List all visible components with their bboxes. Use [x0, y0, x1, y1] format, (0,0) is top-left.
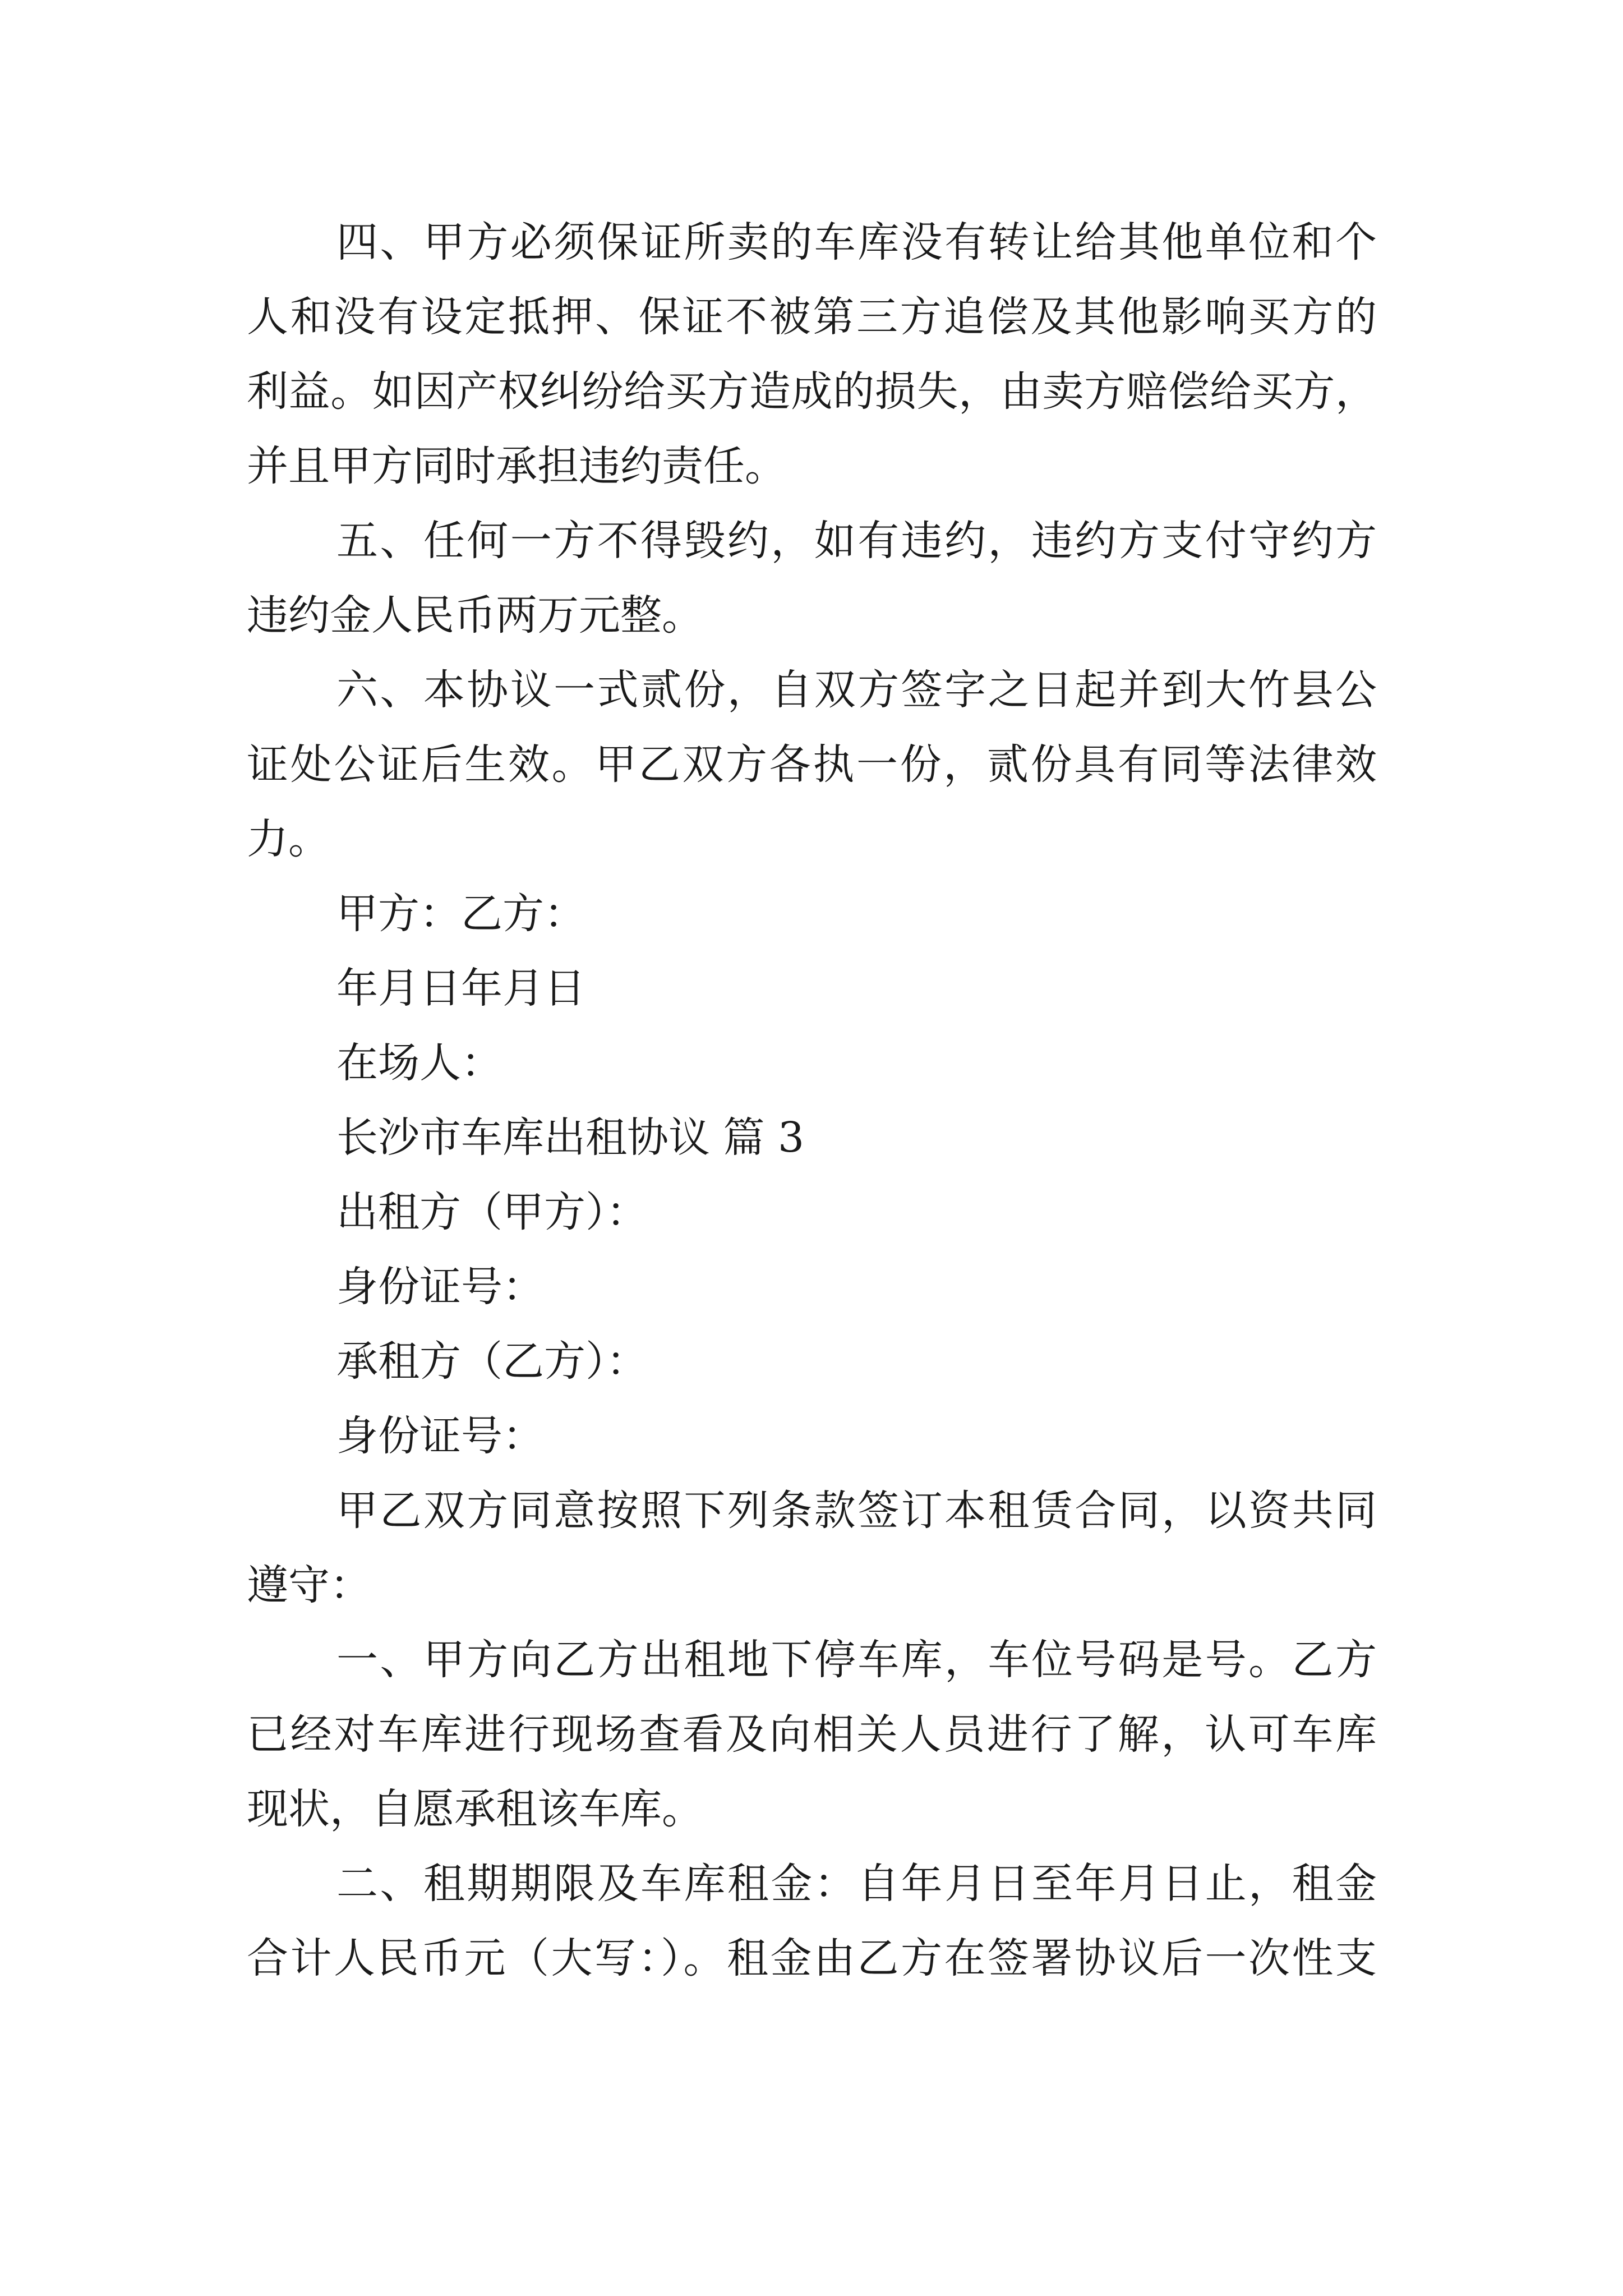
lessor-id-line: 身份证号：	[336, 1263, 544, 1311]
clause-2-line-2: 合计人民币元（大写：）。租金由乙方在签署协议后一次性支	[247, 1934, 1377, 1982]
agreement-intro-line-1: 甲乙双方同意按照下列条款签订本租赁合同，以资共同	[336, 1487, 1377, 1535]
agreement-intro-line-2: 遵守：	[247, 1561, 371, 1609]
clause-1-line-3: 现状，自愿承租该车库。	[247, 1785, 703, 1833]
paragraph-4-line-3: 利益。如因产权纠纷给买方造成的损失，由卖方赔偿给买方，	[247, 367, 1377, 416]
witness-line: 在场人：	[336, 1039, 502, 1087]
paragraph-5-line-2: 违约金人民币两万元整。	[247, 591, 703, 639]
paragraph-6-line-3: 力。	[247, 815, 330, 863]
paragraph-5-line-1: 五、任何一方不得毁约，如有违约，违约方支付守约方	[336, 517, 1377, 565]
clause-1-line-2: 已经对车库进行现场查看及向相关人员进行了解，认可车库	[247, 1710, 1377, 1759]
paragraph-6-line-2: 证处公证后生效。甲乙双方各执一份，贰份具有同等法律效	[247, 740, 1377, 789]
lessor-line: 出租方（甲方）：	[336, 1188, 648, 1236]
lessee-id-line: 身份证号：	[336, 1412, 544, 1460]
party-signature-line: 甲方：乙方：	[336, 890, 585, 938]
paragraph-4-line-2: 人和没有设定抵押、保证不被第三方追偿及其他影响买方的	[247, 293, 1377, 341]
lessee-line: 承租方（乙方）：	[336, 1337, 648, 1386]
paragraph-4-line-1: 四、甲方必须保证所卖的车库没有转让给其他单位和个	[336, 218, 1377, 266]
date-line: 年月日年月日	[336, 964, 585, 1013]
paragraph-4-line-4: 并且甲方同时承担违约责任。	[247, 442, 786, 490]
clause-2-line-1: 二、租期期限及车库租金：自年月日至年月日止，租金	[336, 1860, 1377, 1908]
section-heading: 长沙市车库出租协议 篇 3	[336, 1114, 805, 1162]
clause-1-line-1: 一、甲方向乙方出租地下停车库，车位号码是号。乙方	[336, 1636, 1377, 1684]
paragraph-6-line-1: 六、本协议一式贰份，自双方签字之日起并到大竹县公	[336, 666, 1377, 714]
